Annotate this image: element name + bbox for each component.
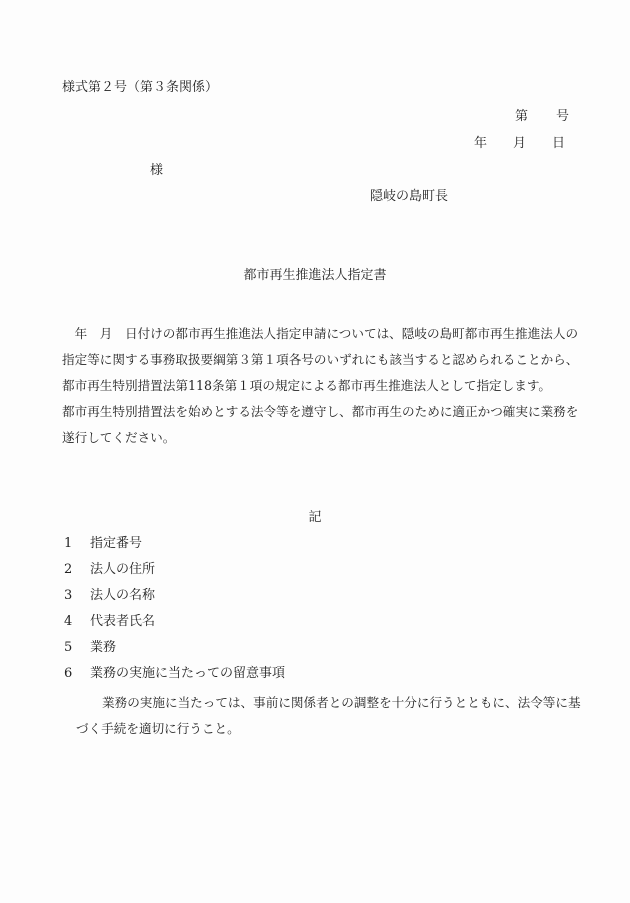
ki-label: 記 bbox=[308, 510, 322, 525]
number-prefix: 第 bbox=[515, 109, 529, 124]
list-item bbox=[64, 562, 285, 588]
list-item bbox=[64, 666, 285, 692]
issuer: 隠岐の島町長 bbox=[370, 189, 449, 204]
document-number-line bbox=[515, 109, 569, 125]
item-number: 4 bbox=[64, 614, 73, 629]
body-paragraph: 年 月 日付けの都市再生推進法人指定申請については、隠岐の島町都市再生推進法人の指定等に関する事務取扱要綱第３第１項各号のいずれにも該当すると認められることから、都市再生特別措置法第118条第１項の規定による都市再生推進法人として指定します。 bbox=[62, 326, 579, 393]
item6-note bbox=[64, 690, 584, 742]
item-label: 法人の住所 bbox=[90, 562, 156, 577]
list-item bbox=[64, 588, 285, 614]
item-label: 業務の実施に当たっての留意事項 bbox=[90, 666, 286, 681]
date-day: 日 bbox=[552, 136, 566, 151]
addressee: 様 bbox=[150, 163, 164, 178]
item-number: 5 bbox=[64, 640, 73, 655]
item-number: 1 bbox=[64, 536, 73, 551]
body-paragraph: 都市再生特別措置法を始めとする法令等を遵守し、都市再生のために適正かつ確実に業務を遂行してください。 bbox=[62, 404, 579, 445]
item-label: 指定番号 bbox=[90, 536, 143, 551]
number-suffix: 号 bbox=[556, 109, 570, 124]
list-item bbox=[64, 614, 285, 640]
date-month: 月 bbox=[513, 136, 527, 151]
item-label: 業務 bbox=[90, 640, 117, 655]
document-title: 都市再生推進法人指定書 bbox=[243, 268, 387, 283]
form-identifier: 様式第２号（第３条関係） bbox=[62, 80, 219, 95]
date-line bbox=[474, 136, 565, 152]
note-paragraph: 業務の実施に当たっては、事前に関係者との調整を十分に行うとともに、法令等に基づく手続を適切に行うこと。 bbox=[76, 695, 581, 736]
list-item bbox=[64, 536, 285, 562]
item-number: 6 bbox=[64, 666, 73, 681]
item-number: 2 bbox=[64, 562, 73, 577]
item-label: 法人の名称 bbox=[90, 588, 156, 603]
list-item bbox=[64, 640, 285, 666]
item-list bbox=[64, 536, 285, 692]
body-text bbox=[62, 321, 582, 451]
date-year: 年 bbox=[474, 136, 488, 151]
item-number: 3 bbox=[64, 588, 73, 603]
item-label: 代表者氏名 bbox=[90, 614, 156, 629]
